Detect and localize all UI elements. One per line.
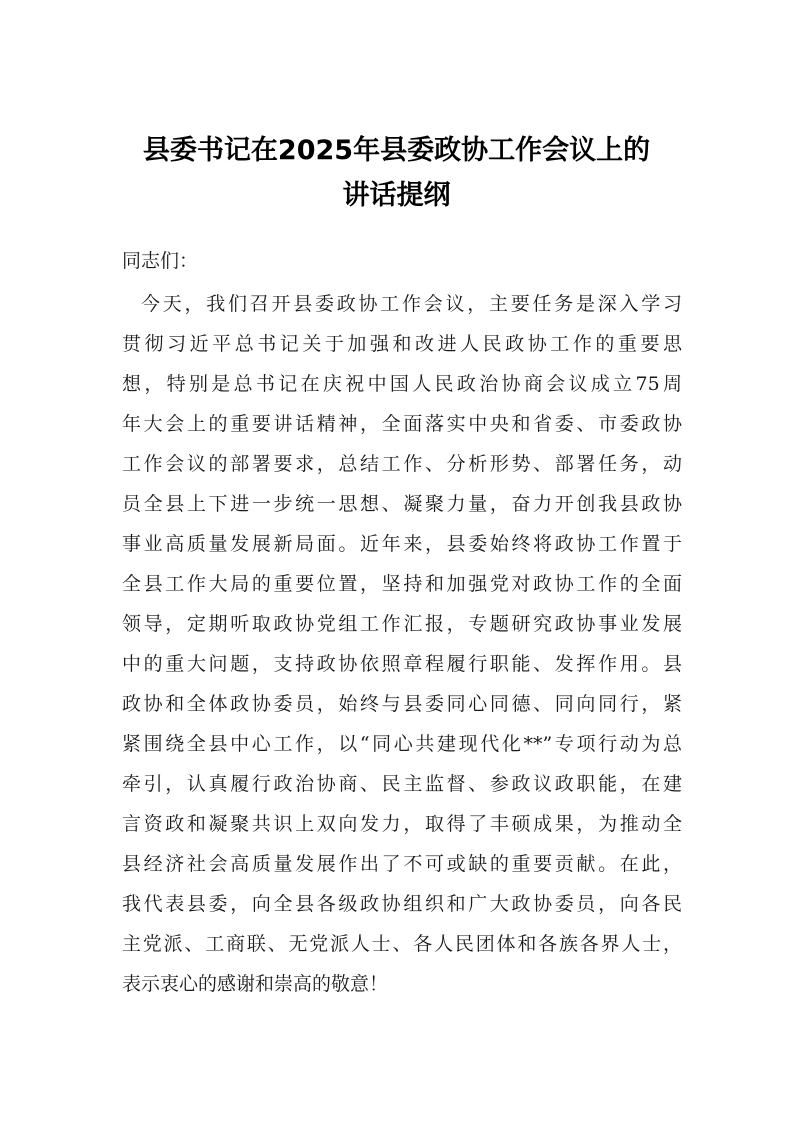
paragraph-line: 想，特别是总书记在庆祝中国人民政治协商会议成立75周 [122,373,682,395]
paragraph-line: 年大会上的重要讲话精神，全面落实中央和省委、市委政协 [122,413,682,435]
salutation: 同志们： [122,250,199,272]
paragraph-line: 事业高质量发展新局面。近年来，县委始终将政协工作置于 [122,533,682,555]
paragraph-line: 中的重大问题，支持政协依照章程履行职能、发挥作用。县 [122,653,682,675]
document-title-line-1: 县委书记在2025年县委政协工作会议上的 [142,135,651,166]
paragraph-line: 贯彻习近平总书记关于加强和改进人民政协工作的重要思 [122,333,682,355]
document-title-line-2: 讲话提纲 [342,180,451,211]
paragraph-line: 全县工作大局的重要位置，坚持和加强党对政协工作的全面 [122,573,682,595]
paragraph-line: 主党派、工商联、无党派人士、各人民团体和各族各界人士， [122,933,682,955]
paragraph-line: 言资政和凝聚共识上双向发力，取得了丰硕成果，为推动全 [122,813,682,835]
paragraph-line: 领导，定期听取政协党组工作汇报，专题研究政协事业发展 [122,613,682,635]
paragraph-line: 员全县上下进一步统一思想、凝聚力量，奋力开创我县政协 [122,493,682,515]
paragraph-line: 紧围绕全县中心工作，以“同心共建现代化**”专项行动为总 [122,733,682,755]
paragraph-line: 我代表县委，向全县各级政协组织和广大政协委员，向各民 [122,893,682,915]
paragraph-line: 表示衷心的感谢和崇高的敬意！ [122,973,389,995]
paragraph-line: 今天，我们召开县委政协工作会议，主要任务是深入学习 [141,293,682,315]
paragraph-line: 工作会议的部署要求，总结工作、分析形势、部署任务，动 [122,453,682,475]
paragraph-line: 政协和全体政协委员，始终与县委同心同德、同向同行，紧 [122,693,682,715]
paragraph-line: 牵引，认真履行政治协商、民主监督、参政议政职能，在建 [122,773,682,795]
paragraph-line: 县经济社会高质量发展作出了不可或缺的重要贡献。在此， [122,853,682,875]
